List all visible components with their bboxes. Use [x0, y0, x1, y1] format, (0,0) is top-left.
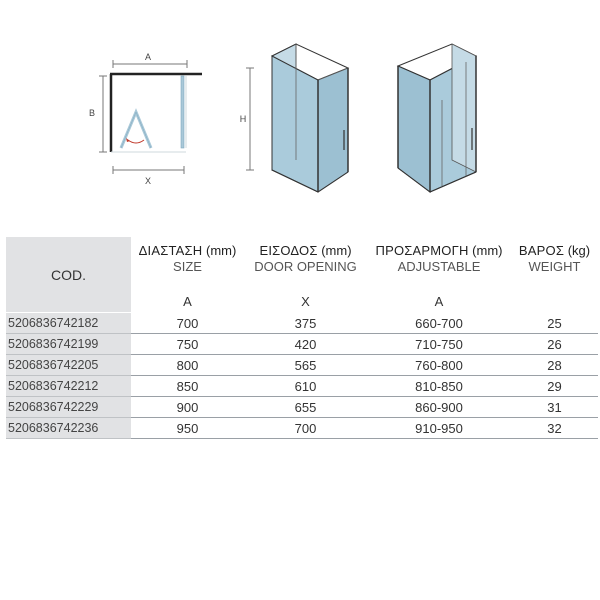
cod-cell: 5206836742212 — [6, 376, 131, 397]
size-unit: (mm) — [205, 243, 237, 258]
cod-cell: 5206836742205 — [6, 355, 131, 376]
weight-cell: 28 — [511, 355, 598, 376]
table-row — [6, 334, 598, 355]
cod-cell: 5206836742236 — [6, 418, 131, 439]
shower-diagrams — [0, 0, 600, 220]
cod-header: COD. — [6, 237, 131, 313]
cod-cell: 5206836742229 — [6, 397, 131, 418]
dim-b-label: B — [88, 108, 96, 118]
cod-cell: 5206836742199 — [6, 334, 131, 355]
door-cell: 610 — [244, 376, 367, 397]
col-header-weight — [511, 237, 598, 290]
weight-unit: (kg) — [567, 243, 591, 258]
adjustable-cell: 660-700 — [367, 313, 511, 334]
col-header-door — [244, 237, 367, 290]
door-unit: (mm) — [321, 243, 352, 258]
weight-greek: ΒΑΡΟΣ — [518, 243, 565, 258]
plan-view-diagram — [89, 52, 202, 186]
size-cell: 950 — [131, 418, 244, 439]
spec-table — [6, 237, 598, 439]
size-cell: 800 — [131, 355, 244, 376]
size-cell: 750 — [131, 334, 244, 355]
door-cell: 655 — [244, 397, 367, 418]
adjustable-english: ADJUSTABLE — [397, 259, 481, 274]
size-cell: 850 — [131, 376, 244, 397]
table-header-row — [6, 237, 598, 290]
dim-x-label: X — [144, 176, 152, 186]
size-english: SIZE — [173, 259, 202, 274]
door-cell: 565 — [244, 355, 367, 376]
weight-english: WEIGHT — [528, 259, 581, 274]
door-cell: 700 — [244, 418, 367, 439]
cod-cell: 5206836742182 — [6, 313, 131, 334]
door-cell: 375 — [244, 313, 367, 334]
weight-cell: 25 — [511, 313, 598, 334]
adjustable-cell: 710-750 — [367, 334, 511, 355]
perspective-view-right — [398, 44, 476, 192]
table-row — [6, 376, 598, 397]
table-row — [6, 397, 598, 418]
table-row — [6, 313, 598, 334]
size-cell: 700 — [131, 313, 244, 334]
adjustable-cell: 760-800 — [367, 355, 511, 376]
weight-cell: 31 — [511, 397, 598, 418]
adjustable-cell: 910-950 — [367, 418, 511, 439]
adjustable-cell: 810-850 — [367, 376, 511, 397]
sub-size: A — [183, 293, 192, 309]
adjustable-greek: ΠΡΟΣΑΡΜΟΓΗ — [375, 243, 469, 258]
sub-door: X — [301, 293, 310, 309]
size-cell: 900 — [131, 397, 244, 418]
dim-a-label: A — [144, 52, 152, 62]
size-greek: ΔΙΑΣΤΑΣΗ — [138, 243, 203, 258]
col-header-size — [131, 237, 244, 290]
door-greek: ΕΙΣΟΔΟΣ — [259, 243, 318, 258]
perspective-view-left — [240, 44, 348, 192]
dim-h-label: H — [239, 114, 247, 124]
col-header-adjustable — [367, 237, 511, 290]
door-cell: 420 — [244, 334, 367, 355]
door-english: DOOR OPENING — [254, 259, 357, 274]
weight-cell: 26 — [511, 334, 598, 355]
table-row — [6, 355, 598, 376]
weight-cell: 32 — [511, 418, 598, 439]
adjustable-unit: (mm) — [472, 243, 503, 258]
sub-weight — [511, 290, 598, 313]
weight-cell: 29 — [511, 376, 598, 397]
adjustable-cell: 860-900 — [367, 397, 511, 418]
diagrams-area — [0, 0, 600, 220]
table-row — [6, 418, 598, 439]
sub-adjustable: A — [434, 293, 444, 309]
